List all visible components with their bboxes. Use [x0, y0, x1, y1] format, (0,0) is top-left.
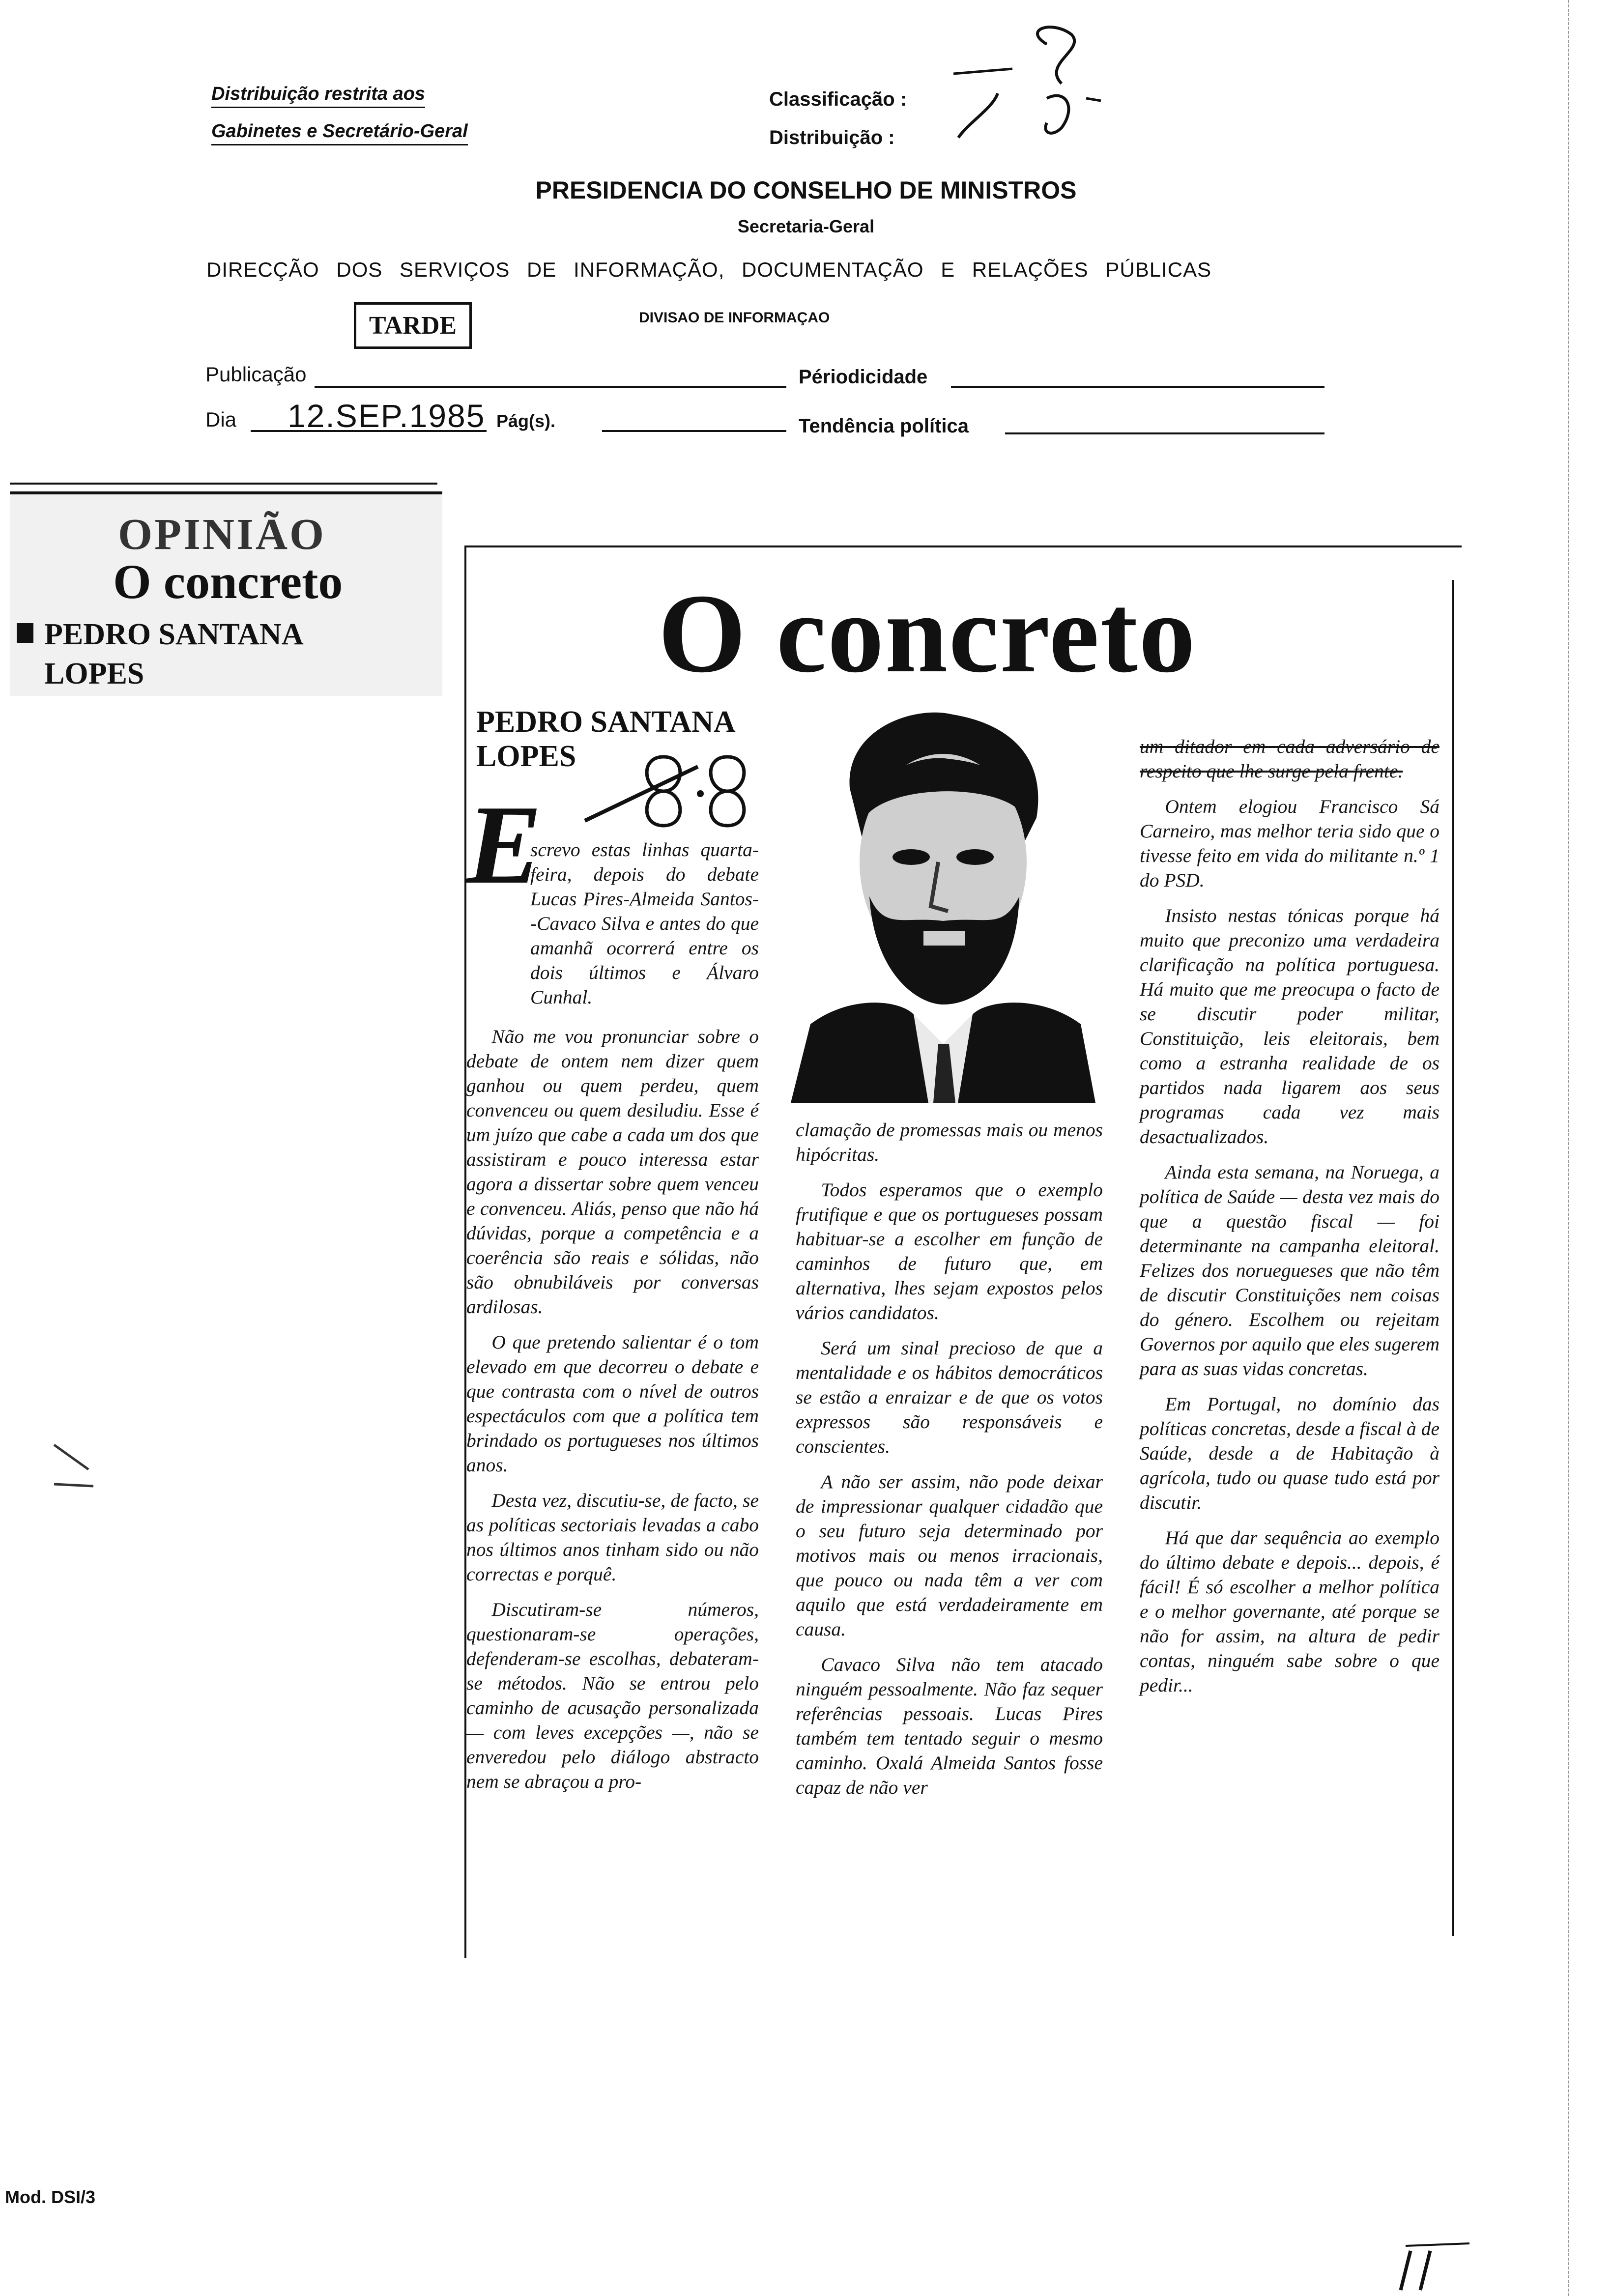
article-column-1-intro	[466, 837, 759, 1020]
handwritten-page-mark	[1391, 2241, 1489, 2295]
scan-edge-border	[1568, 0, 1569, 2296]
article-column-3	[1140, 734, 1439, 1708]
handwritten-signature-mark	[924, 15, 1180, 162]
paragraph: Cavaco Silva não tem atacado ninguém pessoalmente. Não faz sequer referências pessoais. Lucas Pires também tem tentado seguir o mesmo caminho. Oxalá Almeida Santos fosse capaz de não ver	[796, 1654, 1103, 1798]
publicacao-label: Publicação	[205, 363, 307, 386]
dia-label: Dia	[205, 408, 237, 431]
paragraph: Desta vez, discutiu-se, de facto, se as políticas sectoriais levadas a cabo nos últimos anos tinham sido ou não correctas e porquê.	[466, 1490, 759, 1585]
paragraph: O que pretendo salientar é o tom elevado em que decorreu o debate e que contrasta com o nível de outros espectáculos com que a política tem brindado os portugueses nos últimos anos.	[466, 1331, 759, 1476]
paragraph: Há que dar sequência ao exemplo do último debate e depois... depois, é fácil! É só escolher a melhor política e o melhor governante, até porque se não for assim, na altura de pedir contas, ninguém sabe sobre o que pedir...	[1140, 1527, 1439, 1696]
publicacao-line	[315, 386, 786, 388]
distribuicao-label: Distribuição :	[769, 127, 895, 148]
struck-paragraph: um ditador em cada adversário de respeito que lhe surge pela frente.	[1140, 736, 1439, 782]
article-column-1	[466, 1024, 759, 1805]
paragraph: Discutiram-se números, questionaram-se operações, defenderam-se escolhas, debateram-se métodos. Não se entrou pelo caminho de acusação personalizada — com leves excepções —, não se enveredou pelo diálogo abstracto nem se abraçou a pro-	[466, 1599, 759, 1792]
org-title: PRESIDENCIA DO CONSELHO DE MINISTROS	[535, 176, 1077, 204]
restricted-line-1: Distribuição restrita aos	[211, 84, 425, 108]
restricted-line-2: Gabinetes e Secretário-Geral	[211, 121, 468, 145]
paragraph: clamação de promessas mais ou menos hipócritas.	[796, 1119, 1103, 1165]
clipping-author-line-2: LOPES	[44, 657, 144, 690]
article-right-rule	[1452, 580, 1454, 1936]
article-author-line-1: PEDRO SANTANA	[476, 705, 736, 739]
tendencia-label: Tendência política	[799, 415, 969, 437]
article-column-2	[796, 1118, 1103, 1810]
clipping-section: OPINIÃO	[118, 510, 326, 559]
paragraph: Em Portugal, no domínio das políticas concretas, desde a fiscal à de Saúde, desde a de Habitação à agrícola, tudo ou quase tudo está por discutir.	[1140, 1393, 1439, 1513]
square-bullet-icon	[17, 623, 33, 643]
author-photo	[791, 700, 1095, 1103]
paragraph: Ontem elogiou Francisco Sá Carneiro, mas melhor teria sido que o tivesse feito em vida do militante n.º 1 do PSD.	[1140, 796, 1439, 891]
clipping-author-line-1: PEDRO SANTANA	[44, 618, 304, 651]
scan-mark	[44, 1435, 103, 1494]
tendencia-line	[1005, 432, 1324, 434]
paragraph: A não ser assim, não pode deixar de impressionar qualquer cidadão que o seu futuro seja determinado por motivos mais ou menos irracionais, que pouco ou nada têm a ver com aquilo que está verdadeiramente em causa.	[796, 1471, 1103, 1640]
pags-line	[602, 430, 786, 432]
paragraph: Insisto nestas tónicas porque há muito que preconizo uma verdadeira clarificação na política portuguesa. Há muito que me preocupa o facto de se discutir poder militar, Constituição, leis eleitorais, bem como a estranha realidade de os partidos nada ligarem aos seus programas cada vez mais desactualizados.	[1140, 905, 1439, 1148]
form-model-code: Mod. DSI/3	[5, 2187, 96, 2207]
pags-label: Pág(s).	[496, 411, 556, 431]
periodicidade-label: Périodicidade	[799, 366, 928, 388]
paragraph: Todos esperamos que o exemplo frutifique e que os portugueses possam habituar-se a escolher em função de caminhos de futuro que, em alternativa, lhes sejam expostos pelos vários candidatos.	[796, 1179, 1103, 1323]
paragraph: Não me vou pronunciar sobre o debate de ontem nem dizer quem ganhou ou quem perdeu, quem convenceu ou quem desiludiu. Esse é um juízo que cabe a cada um dos que assistiram e pouco interessa estar agora a dissertar sobre quem venceu e convenceu. Aliás, penso que não há dúvidas, porque a competência e a coerência são reais e sólidas, não são obnubiláveis por conversas ardilosas.	[466, 1026, 759, 1318]
clipping-header-block	[10, 491, 442, 696]
article-author-line-2: LOPES	[476, 740, 576, 773]
secretaria-geral: Secretaria-Geral	[737, 216, 875, 236]
paragraph: Será um sinal precioso de que a mentalidade e os hábitos democráticos se estão a enraizar e de que os votos expressos são responsáveis e conscientes.	[796, 1337, 1103, 1457]
dia-line	[251, 430, 487, 432]
periodicidade-line	[951, 386, 1324, 388]
classificacao-label: Classificação :	[769, 88, 907, 110]
paragraph: Ainda esta semana, na Noruega, a política de Saúde — desta vez mais do que a questão fiscal — foi determinante na campanha eleitoral. Felizes dos noruegueses que não têm de discutir Constituições nem coisas do género. Escolhem ou rejeitam Governos por aquilo que eles sugerem para as suas vidas concretas.	[1140, 1161, 1439, 1379]
intro-paragraph: screvo estas linhas quarta-feira, depois do debate Lucas Pires-Almeida Santos--Cavaco Silva e antes do que amanhã ocorrerá entre os dois últimos e Álvaro Cunhal.	[530, 839, 759, 1008]
publication-stamp: TARDE	[354, 302, 472, 349]
drop-cap: E	[466, 782, 542, 907]
direccao-line: DIRECÇÃO DOS SERVIÇOS DE INFORMAÇÃO, DOCUMENTAÇÃO E RELAÇÕES PÚBLICAS	[206, 258, 1212, 281]
divisao-label: DIVISAO DE INFORMAÇAO	[639, 310, 830, 326]
separator-rule-top	[10, 483, 437, 485]
article-title: O concreto	[658, 571, 1197, 696]
handwritten-annotation-mark	[580, 737, 786, 845]
date-stamp: 12.SEP.1985	[288, 398, 486, 434]
clipping-title: O concreto	[113, 554, 343, 609]
